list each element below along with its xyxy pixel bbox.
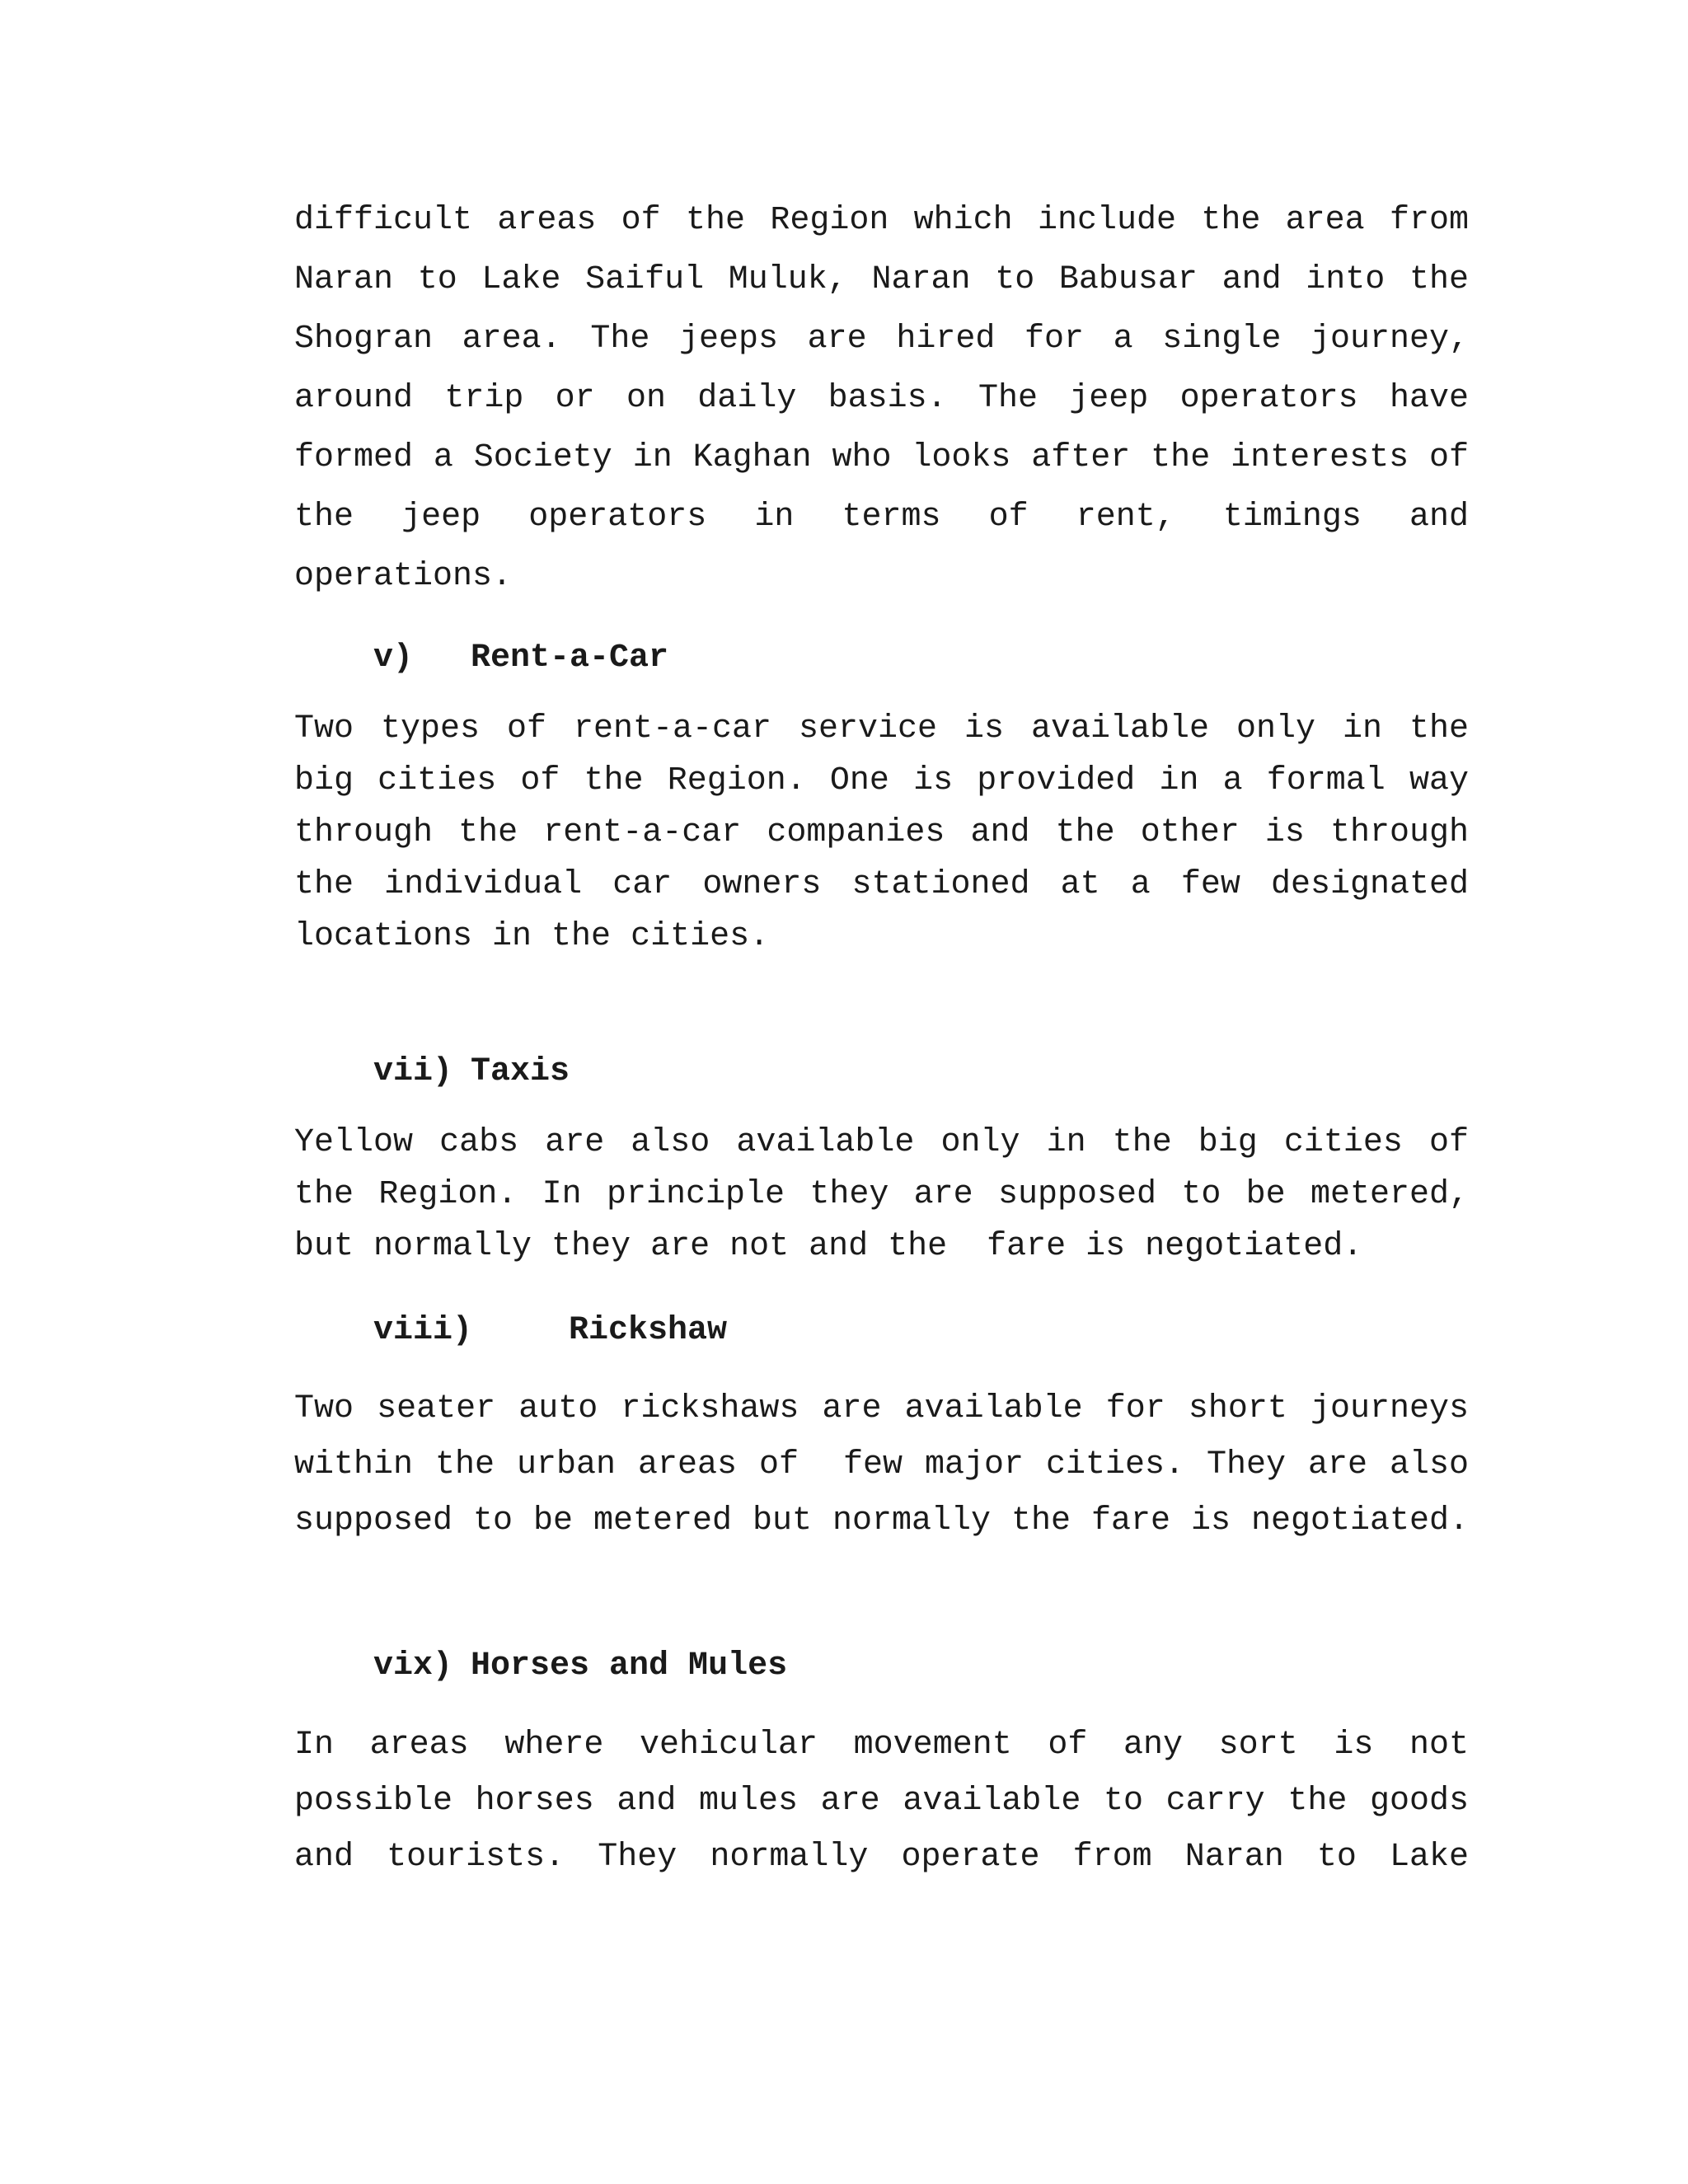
section-heading-rent-a-car	[294, 602, 668, 714]
text-line: locations in the cities.	[294, 918, 770, 955]
paragraph-rent-a-car	[294, 703, 1469, 963]
section-title: Rent-a-Car	[471, 640, 669, 677]
text-line: Yellow cabs are also available only in the big cities of	[294, 1124, 1469, 1161]
text-line: possible horses and mules are available to carry the goods	[294, 1783, 1469, 1820]
section-title: Horses and Mules	[471, 1647, 788, 1685]
text-line: formed a Society in Kaghan who looks after the interests of	[294, 439, 1469, 476]
text-line: difficult areas of the Region which include the area from	[294, 202, 1469, 239]
text-line: Two seater auto rickshaws are available for short journeys	[294, 1390, 1469, 1427]
text-line: In areas where vehicular movement of any sort is not	[294, 1727, 1469, 1764]
section-heading-horses-and-mules	[294, 1610, 787, 1722]
section-number: vii)	[373, 1053, 453, 1090]
text-line: and tourists. They normally operate from Naran to Lake	[294, 1839, 1469, 1876]
paragraph-horses-and-mules	[294, 1718, 1469, 1886]
section-number: viii)	[373, 1312, 473, 1349]
text-line: but normally they are not and the fare is negotiated.	[294, 1228, 1363, 1265]
text-line: big cities of the Region. One is provided in a formal way	[294, 762, 1469, 799]
paragraph-taxis	[294, 1117, 1469, 1272]
paragraph-rickshaw	[294, 1381, 1469, 1549]
text-line: Two types of rent-a-car service is available only in the	[294, 710, 1469, 748]
text-line: through the rent-a-car companies and the other is through	[294, 814, 1469, 851]
text-line: the individual car owners stationed at a few designated	[294, 866, 1469, 903]
text-line: Shogran area. The jeeps are hired for a single journey,	[294, 321, 1469, 358]
text-line: the Region. In principle they are supposed to be metered,	[294, 1176, 1469, 1213]
section-title: Rickshaw	[569, 1312, 728, 1349]
text-line: Naran to Lake Saiful Muluk, Naran to Babusar and into the	[294, 261, 1469, 298]
section-number: v)	[373, 640, 414, 677]
section-number: vix)	[373, 1647, 453, 1685]
section-heading-taxis	[294, 1016, 570, 1127]
paragraph-jeeps	[294, 191, 1469, 607]
text-line: the jeep operators in terms of rent, timings and operations.	[294, 499, 1469, 595]
section-heading-rickshaw	[294, 1275, 727, 1386]
section-title: Taxis	[471, 1053, 570, 1090]
text-line: around trip or on daily basis. The jeep operators have	[294, 380, 1469, 417]
text-line: supposed to be metered but normally the fare is negotiated.	[294, 1502, 1469, 1540]
text-line: within the urban areas of few major cities. They are also	[294, 1446, 1469, 1483]
